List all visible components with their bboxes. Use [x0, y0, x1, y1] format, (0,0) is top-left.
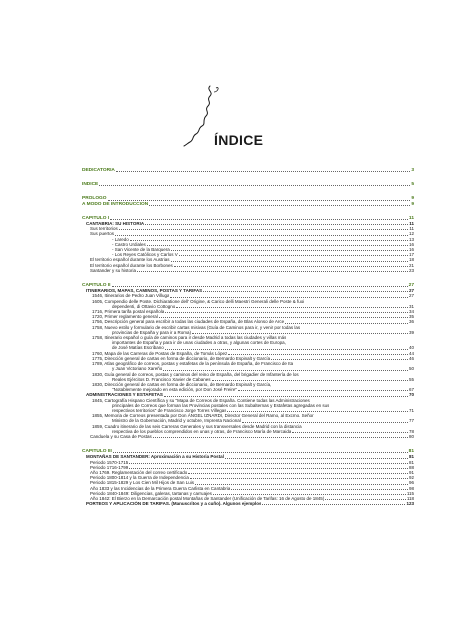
- toc-entry-text: El territorio español durante los Austrias: [90, 257, 170, 263]
- toc-entry-text: "Notablemente mejorado en esta edición, por Don José Freire": [112, 387, 238, 393]
- chapter-3-entries: [82, 454, 414, 506]
- dot-leader: [130, 240, 408, 241]
- toc-page-number: 31: [408, 303, 414, 309]
- dot-leader: [165, 312, 408, 313]
- toc-page-number: 11: [409, 226, 414, 232]
- toc-page-number: 27: [408, 293, 414, 299]
- toc-page-number: 23: [408, 267, 414, 273]
- toc-page-number: 12: [408, 231, 414, 237]
- dot-leader: [153, 437, 408, 438]
- toc-page-number: 36: [408, 319, 414, 325]
- dot-leader: [137, 271, 408, 272]
- toc-entry-text: MONTAÑAS DE SANTANDER: Aproximación a su Historia Postal: [86, 454, 224, 460]
- toc-entry-text: Sus territorios: [90, 226, 118, 232]
- dot-leader: [115, 235, 408, 236]
- dot-leader: [192, 333, 408, 334]
- toc-page-number: 21: [408, 262, 414, 268]
- toc-page-number: 96: [408, 480, 414, 486]
- dot-leader: [145, 224, 408, 225]
- toc-entry-text: respectiva de los pueblos comprendidos en unas y otras, de Francisco María de Marcaida: [112, 428, 292, 434]
- toc-entry-text: Periodo 1815-1829 y Los Cien Mil Hijos de San Luis: [90, 480, 195, 486]
- toc-entry-text: 1789, Atlas geográfico de correos, postas y estafetas de la península de España, de Francisco de Ita: [92, 361, 294, 367]
- dot-leader: [285, 323, 408, 324]
- dot-leader: [179, 255, 408, 256]
- dot-leader: [171, 261, 408, 262]
- toc-entry-text: Santander y su historia: [90, 267, 137, 273]
- toc-entry-text: principales de Correos que forman las Provincias postales con las Subalternas y Estafetas agregadas en sus: [112, 402, 330, 408]
- dot-leader: [188, 473, 408, 474]
- dot-leader: [176, 307, 408, 308]
- toc-entry-text: 1775, Dirección general de cartas en forma de diccionario, de Bernardo Espinalt y García: [92, 355, 271, 361]
- toc-entry-text: ADMINISTRACIONES Y ESTAFETAS: [86, 392, 163, 398]
- toc-entry-text: Sus puertos: [90, 231, 115, 237]
- toc-entry-text: de José Matías Escribano: [112, 345, 164, 351]
- dot-leader: [228, 354, 408, 355]
- toc-entry-text: Periodo 1800-1814 y la Guerra de Independencia: [90, 475, 189, 481]
- toc-page-number: 27: [408, 288, 414, 294]
- dot-leader: [190, 478, 408, 479]
- toc-entry-text: Periodo 1840-1849: Diligencias, galeras, tartanas y carruajes: [90, 490, 212, 496]
- toc-entry-indice[interactable]: ÍNDICE 5: [82, 182, 414, 188]
- toc-page-number: 44: [408, 350, 414, 356]
- dot-leader: [195, 484, 408, 485]
- toc-entry-text: 1758, Nuevo estilo y formulario de escribir cartas misivas (Guía de Caminos para ir, y venir por todas las: [92, 324, 301, 330]
- toc-entry-prologo[interactable]: PRÓLOGO 9: [82, 196, 414, 202]
- toc-page-number: 11: [409, 221, 414, 227]
- toc-page-number: 91: [408, 469, 414, 475]
- toc-entry-text: - Los Reyes Católicos y Carlos V: [112, 252, 178, 258]
- toc-page-number: 18: [408, 257, 414, 263]
- page-title: ÍNDICE: [214, 132, 264, 148]
- toc-entry-text: 1845, Cartografía Hispano Científica y su "Mapa de Correos de España. Contiene todas las Administraciones: [92, 397, 310, 403]
- dot-leader: [225, 458, 408, 459]
- toc-page-number: 16: [408, 241, 414, 247]
- toc-entry-text: 1830, Guía general de correos, postas y caminos del reino de España, del brigadier de Infantería de los: [92, 371, 299, 377]
- toc-entry-text: Reales Ejércitos D. Francisco Xavier de Cabanes: [112, 376, 211, 382]
- toc-entry-text: 1720, Primer reglamento general: [92, 314, 158, 320]
- toc-entry-text: 1546, Itinerarios de Pedro Juan Villuga: [92, 293, 170, 299]
- toc-entry-text: Año 1833 y las Incidencias de la Primera Guerra Carlista en Cantabria: [90, 485, 231, 491]
- dot-leader: [227, 411, 408, 412]
- dot-leader: [119, 229, 409, 230]
- toc-entry-text: y Juan Victoriano Xareño: [112, 366, 163, 372]
- toc-page-number: 39: [408, 329, 414, 335]
- toc-entry-dedicatoria[interactable]: DEDICATORIA 3: [82, 168, 414, 173]
- toc-entry-text: 1830, Dirección general de cartas en forma de diccionario, de Bernardo Espinalt y García,: [92, 381, 272, 387]
- toc-page-number: 98: [408, 485, 414, 491]
- toc-chapter-3[interactable]: CAPÍTULO III 81: [82, 449, 414, 455]
- dot-leader: [238, 390, 408, 391]
- toc-entry-text: ITINERARIOS, MAPAS, CAMINOS, POSTAS Y TARIFAS: [86, 288, 203, 294]
- toc-entry-text: respectivos territorios" de Francisco Jorge Torres Villegas: [112, 407, 227, 413]
- toc-page-number: 77: [408, 418, 414, 424]
- toc-page-number: 71: [408, 407, 414, 413]
- dot-leader: [165, 349, 408, 350]
- table-of-contents: [82, 168, 414, 506]
- toc-entry-text: El territorio español durante los Borbones: [90, 262, 173, 268]
- toc-entry[interactable]: [82, 501, 414, 506]
- toc-page-number: 35: [408, 314, 414, 320]
- toc-page-number: 118: [406, 495, 414, 501]
- toc-entry-text: 1855, Memoria de Correos presentada por Don ÁNGEL IZNARDI, Director General del Ramo, al Excmo. Señor: [92, 413, 314, 419]
- toc-page-number: 50: [408, 366, 414, 372]
- toc-entry-text: Año 1769. Reglamentación del correo certificado: [90, 469, 188, 475]
- toc-page-number: 70: [408, 392, 414, 398]
- toc-page-number: 78: [408, 428, 414, 434]
- toc-chapter-2[interactable]: CAPÍTULO II 27: [82, 283, 414, 289]
- dot-leader: [171, 250, 408, 251]
- dot-leader: [174, 266, 408, 267]
- toc-page-number: 67: [408, 387, 414, 393]
- toc-entry-introduccion[interactable]: A MODO DE INTRODUCCIÓN 9: [82, 201, 414, 207]
- toc-entry-text: 1716, Primera tarifa postal española: [92, 309, 165, 315]
- toc-entry-text: 1756, Descripción general para escribir a todas las ciudades de España, de Blas Alonso de Arce: [92, 319, 285, 325]
- toc-entry-text: 1758, Itinerario español o guía de caminos para ir desde Madrid a todas las ciudades y villas más: [92, 335, 287, 341]
- dot-leader: [147, 245, 408, 246]
- toc-page-number: 16: [408, 247, 414, 253]
- toc-entry-text: Periodo 1716-1799: [90, 464, 129, 470]
- toc-entry-text: importantes de España y para ir de unas ciudades a otras, y algunas cortes de Europa,: [112, 340, 286, 346]
- toc-page-number: 123: [406, 501, 414, 507]
- toc-entry-text: provincias de España y para ir a Roma): [112, 329, 192, 335]
- toc-entry-text: Ministro de la Gobernación, Madrid y octubre, Imprenta Nacional: [112, 418, 241, 424]
- toc-entry-text: Canduela y su Casa de Postas: [90, 433, 152, 439]
- dot-leader: [262, 504, 405, 505]
- dot-leader: [159, 317, 408, 318]
- toc-entry-text: CANTABRIA: SU HISTORIA: [86, 221, 145, 227]
- dot-leader: [164, 396, 408, 397]
- toc-page-number: 81: [408, 454, 414, 460]
- toc-entry-text: - Laredo: [112, 236, 129, 242]
- toc-page-number: 40: [408, 345, 414, 351]
- dot-leader: [325, 499, 406, 500]
- dot-leader: [213, 494, 406, 495]
- toc-page-number: 115: [406, 490, 414, 496]
- dot-leader: [231, 489, 408, 490]
- toc-entry-text: 1859, Cuadro itinerario de las seis Carreras Generales y sus transversales desde Madrid con la distancia: [92, 423, 302, 429]
- toc-entry-text: - San Vicente de la Barquera: [112, 247, 170, 253]
- toc-page-number: 34: [408, 309, 414, 315]
- dot-leader: [129, 468, 408, 469]
- chapter-2-entries: [82, 288, 414, 439]
- toc-entry-text: 1760, Mapa de las Carreras de Postas de España, de Tomás López: [92, 350, 228, 356]
- toc-entry-text: PORTEOS Y APLICACIÓN DE TARIFAS. (Manuscritos y a cuño). Algunos ejemplos: [86, 501, 262, 507]
- toc-page-number: 92: [408, 475, 414, 481]
- dot-leader: [203, 291, 408, 292]
- toc-page-number: 13: [408, 236, 414, 242]
- dot-leader: [212, 380, 408, 381]
- dot-leader: [170, 297, 408, 298]
- toc-page-number: 17: [408, 252, 414, 258]
- toc-page-number: 81: [408, 459, 414, 465]
- toc-entry-text: Periodo 1570-1715: [90, 459, 129, 465]
- toc-page-number: 55: [408, 376, 414, 382]
- dot-leader: [242, 422, 408, 423]
- toc-page-number: 46: [408, 355, 414, 361]
- chapter-1-entries: [82, 221, 414, 273]
- dot-leader: [292, 432, 408, 433]
- toc-entry-text: 1605, Compendio delle Poste. Dichiaratione dell' Origine, & Carico delli Maestri Generali delle Poste & fuoi: [92, 298, 305, 304]
- dot-leader: [163, 370, 408, 371]
- toc-page-number: 88: [408, 464, 414, 470]
- toc-chapter-1[interactable]: CAPÍTULO I 11: [82, 215, 414, 221]
- toc-entry-text: - Castro Urdiales: [112, 241, 146, 247]
- toc-entry-text: Año 1842: El Bierzo en la Demarcación postal Montañas de Santander (Unificación de Tarifas: 16 de Agosto de 1845): [90, 495, 325, 501]
- toc-page-number: 80: [408, 433, 414, 439]
- dot-leader: [271, 359, 408, 360]
- dot-leader: [129, 463, 408, 464]
- toc-entry-text: dependenti, di Ottavio Cottogno: [112, 303, 176, 309]
